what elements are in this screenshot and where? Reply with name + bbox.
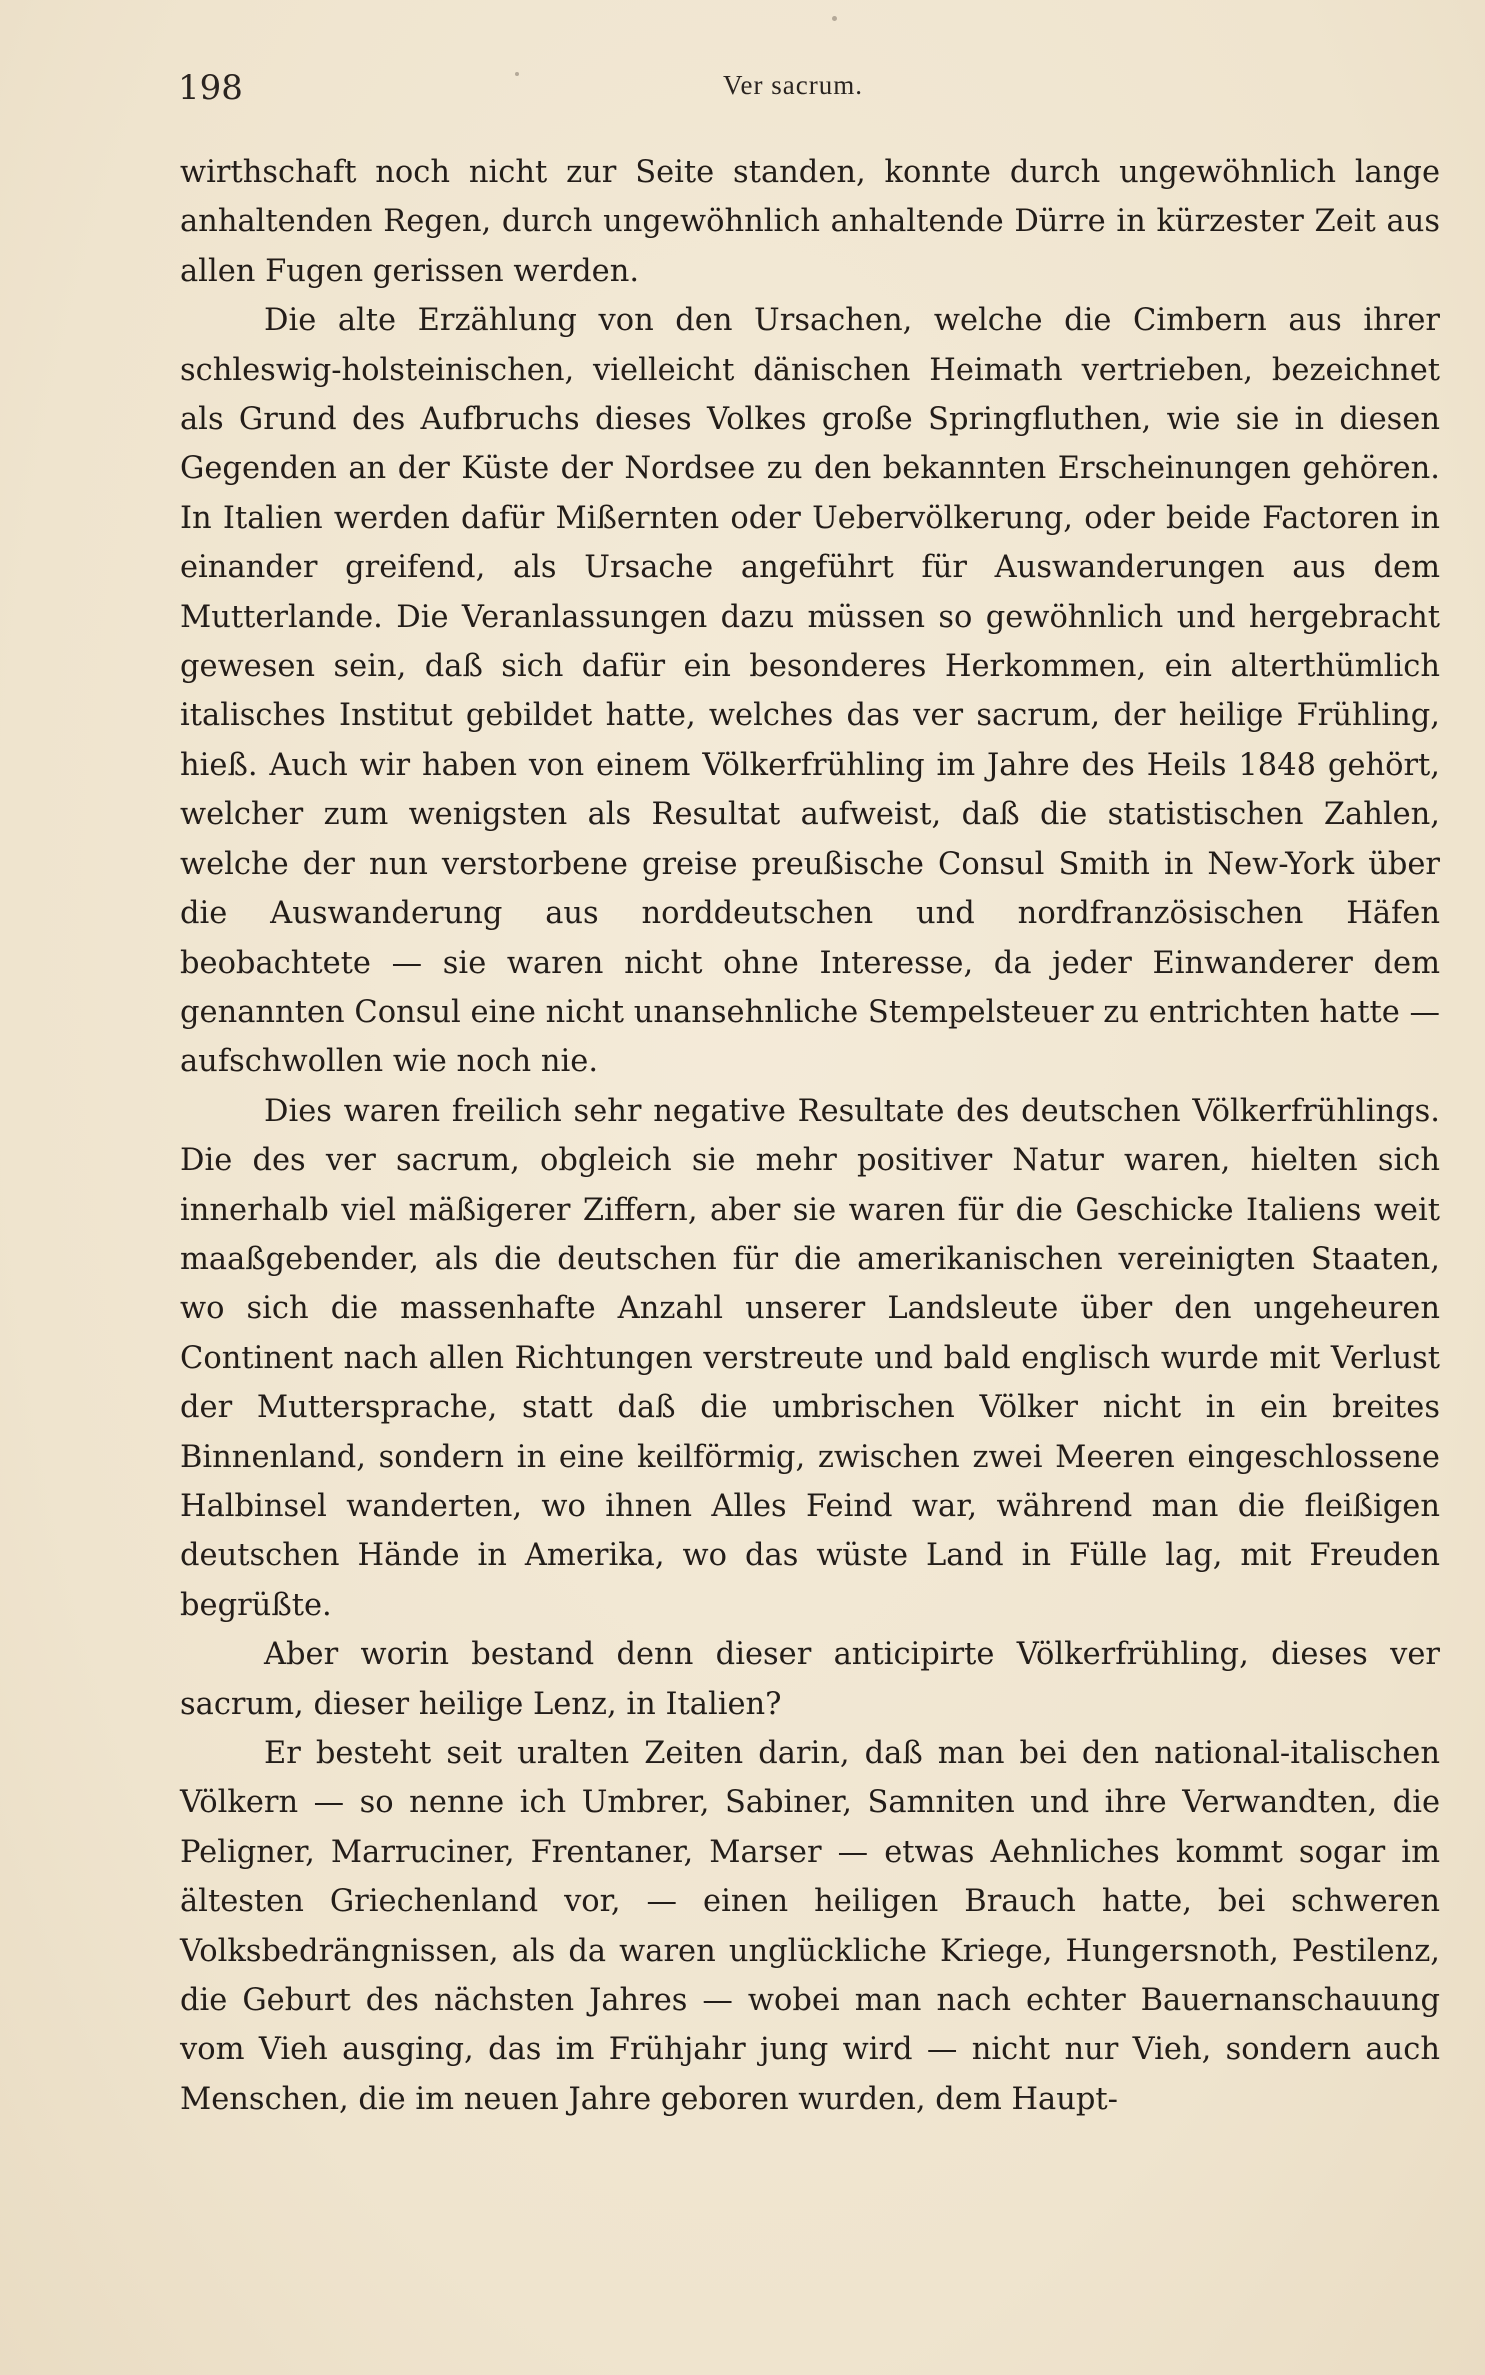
page-number: 198 <box>178 68 243 108</box>
paragraph: Er besteht seit uralten Zeiten darin, daß man bei den national-italischen Völkern — so nenne ich Umbrer, Sabiner, Samniten und ihre Verwandten, die Peligner, Marruciner, Frentaner, Marser — etwas Aehnliches kommt sogar im ältesten Griechenland vor, — einen heiligen Brauch hatte, bei schweren Volksbedrängnissen, als da waren unglückliche Kriege, Hungersnoth, Pestilenz, die Geburt des nächsten Jahres — wobei man nach echter Bauernanschauung vom Vieh ausging, das im Frühjahr jung wird — nicht nur Vieh, sondern auch Menschen, die im neuen Jahre geboren wurden, dem Haupt- <box>180 1736 1440 2117</box>
print-speck <box>832 16 837 21</box>
body-text <box>180 148 1440 2124</box>
running-title: Ver sacrum. <box>723 70 863 100</box>
paragraph: wirthschaft noch nicht zur Seite standen, konnte durch ungewöhnlich lange anhaltenden Regen, durch ungewöhnlich anhaltende Dürre in kürzester Zeit aus allen Fugen gerissen werden. <box>180 155 1440 289</box>
paragraph: Dies waren freilich sehr negative Resultate des deutschen Völkerfrühlings. Die des ver sacrum, obgleich sie mehr positiver Natur waren, hielten sich innerhalb viel mäßigerer Ziffern, aber sie waren für die Geschicke Italiens weit maaßgebender, als die deutschen für die amerikanischen vereinigten Staaten, wo sich die massenhafte Anzahl unserer Landsleute über den ungeheuren Continent nach allen Richtungen verstreute und bald englisch wurde mit Verlust der Muttersprache, statt daß die umbrischen Völker nicht in ein breites Binnenland, sondern in eine keilförmig, zwischen zwei Meeren eingeschlossene Halbinsel wanderten, wo ihnen Alles Feind war, während man die fleißigen deutschen Hände in Amerika, wo das wüste Land in Fülle lag, mit Freuden begrüßte. <box>180 1093 1440 1623</box>
paragraph: Aber worin bestand denn dieser anticipirte Völkerfrühling, dieses ver sacrum, dieser heilige Lenz, in Italien? <box>180 1637 1440 1722</box>
page-header <box>178 60 1438 120</box>
paragraph: Die alte Erzählung von den Ursachen, welche die Cimbern aus ihrer schleswig-holsteinischen, vielleicht dänischen Heimath vertrieben, bezeichnet als Grund des Aufbruchs dieses Volkes große Springfluthen, wie sie in diesen Gegenden an der Küste der Nordsee zu den bekannten Erscheinungen gehören. In Italien werden dafür Mißernten oder Uebervölkerung, oder beide Factoren in einander greifend, als Ursache angeführt für Auswanderungen aus dem Mutterlande. Die Veranlassungen dazu müssen so gewöhnlich und hergebracht gewesen sein, daß sich dafür ein besonderes Herkommen, ein alterthümlich italisches Institut gebildet hatte, welches das ver sacrum, der heilige Frühling, hieß. Auch wir haben von einem Völkerfrühling im Jahre des Heils 1848 gehört, welcher zum wenigsten als Resultat aufweist, daß die statistischen Zahlen, welche der nun verstorbene greise preußische Consul Smith in New-York über die Auswanderung aus norddeutschen und nordfranzösischen Häfen beobachtete — sie waren nicht ohne Interesse, da jeder Einwanderer dem genannten Consul eine nicht unansehnliche Stempelsteuer zu entrichten hatte — aufschwollen wie noch nie. <box>180 303 1440 1080</box>
